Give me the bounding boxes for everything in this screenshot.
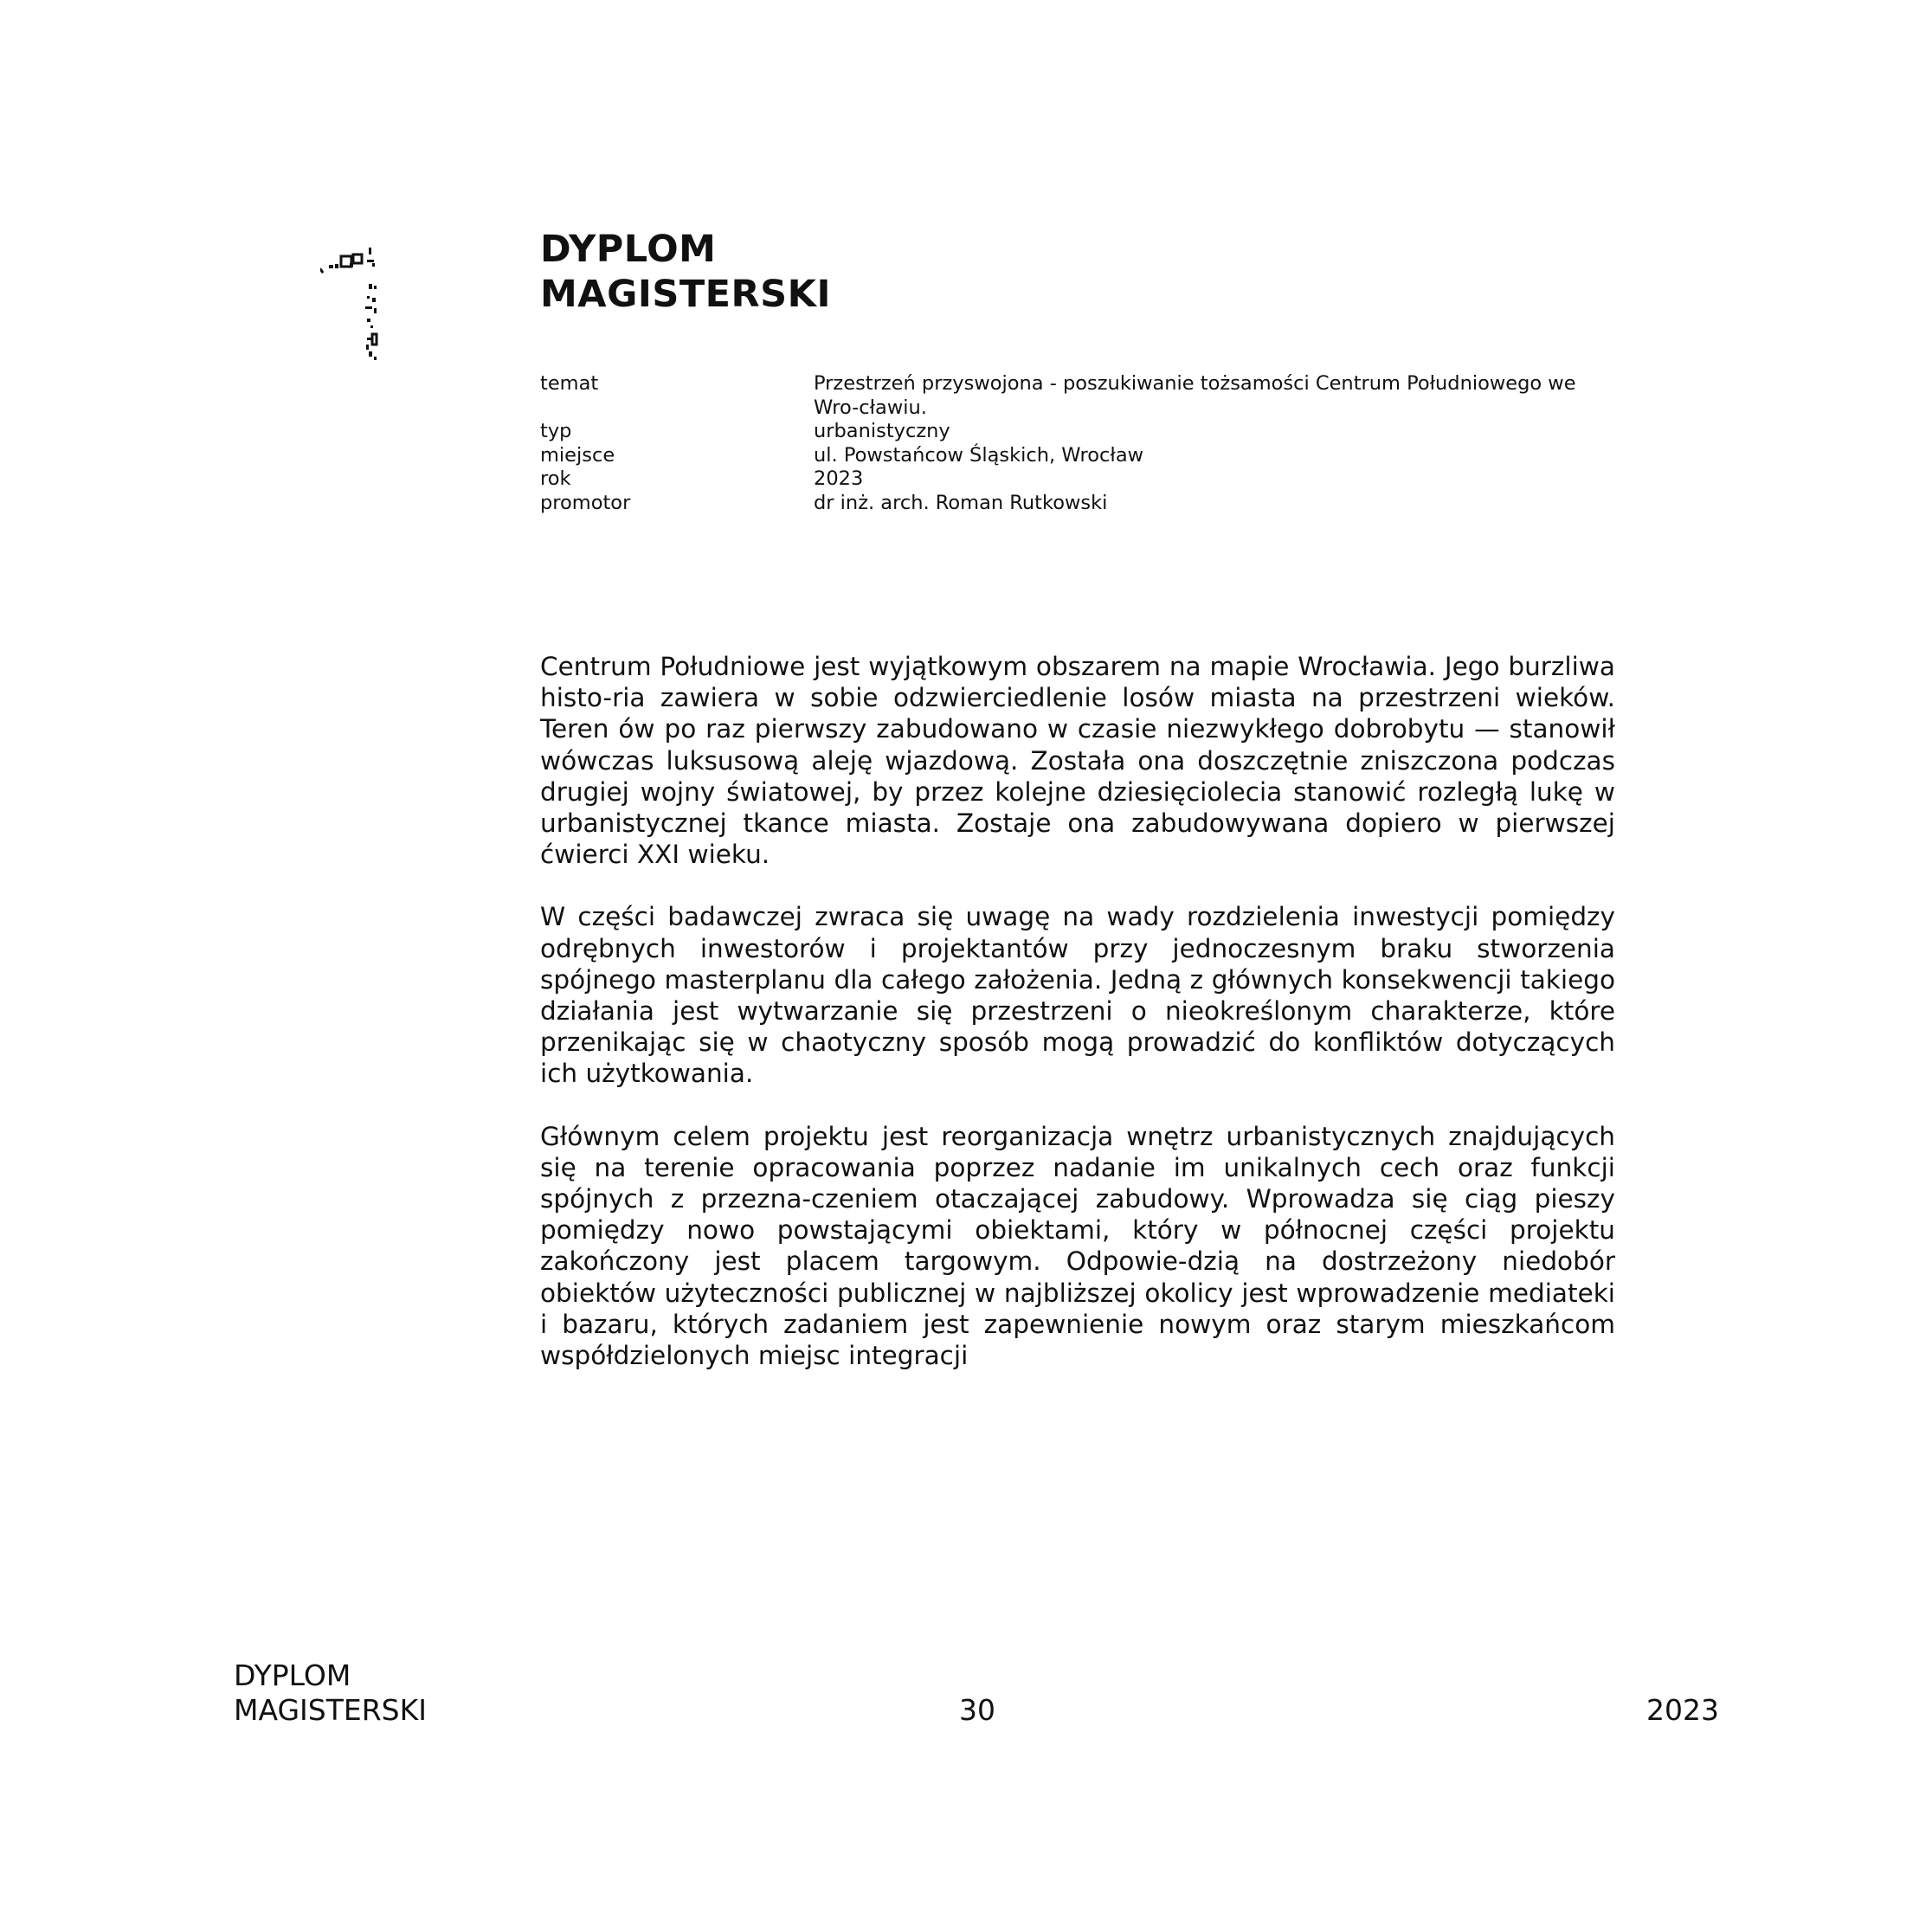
page-title-line2: MAGISTERSKI bbox=[540, 273, 831, 316]
footer-title-line1: DYPLOM bbox=[234, 1658, 351, 1692]
footer-year: 2023 bbox=[1646, 1693, 1719, 1727]
project-description bbox=[540, 651, 1615, 1402]
meta-label: temat bbox=[540, 372, 599, 395]
meta-row-miejsce bbox=[540, 444, 1596, 468]
page-title-line1: DYPLOM bbox=[540, 228, 717, 271]
meta-label: typ bbox=[540, 420, 572, 442]
description-paragraph-2: W części badawczej zwraca się uwagę na wady rozdzielenia inwestycji pomiędzy odrębnych inwestorów i projektantów przy jednoczesnym braku stworzenia spójnego masterplanu dla całego założenia. Jedną z głównych konsekwencji takiego działania jest wytwarzanie się przestrzeni o nieokreślonym charakterze, które przenikając się w chaotyczny sposób mogą prowadzić do konfliktów dotyczących ich użytkowania. bbox=[540, 902, 1615, 1089]
description-paragraph-3: Głównym celem projektu jest reorganizacja wnętrz urbanistycznych znajdujących się na terenie opracowania poprzez nadanie im unikalnych cech oraz funkcji spójnych z przezna-czeniem otaczającej zabudowy. Wprowadza się ciąg pieszy pomiędzy nowo powstającymi obiektami, który w północnej części projektu zakończony jest placem targowym. Odpowie-dzią na dostrzeżony niedobór obiektów użyteczności publicznej w najbliższej okolicy jest wprowadzenie mediateki i bazaru, których zadaniem jest zapewnienie nowym oraz starym mieszkańcom współdzielonych miejsc integracji bbox=[540, 1121, 1615, 1371]
description-paragraph-1: Centrum Południowe jest wyjątkowym obszarem na mapie Wrocławia. Jego burzliwa histo-ria zawiera w sobie odzwierciedlenie losów miasta na przestrzeni wieków. Teren ów po raz pierwszy zabudowano w czasie niezwykłego dobrobytu — stanowił wówczas luksusową aleję wjazdową. Została ona doszczętnie zniszczona podczas drugiej wojny światowej, by przez kolejne dziesięciolecia stanowić rozległą lukę w urbanistycznej tkance miasta. Zostaje ona zabudowywana dopiero w pierwszej ćwierci XXI wieku. bbox=[540, 652, 1615, 870]
meta-value: urbanistyczny bbox=[814, 420, 950, 442]
page-title bbox=[540, 227, 831, 317]
page-number: 30 bbox=[959, 1693, 995, 1727]
meta-value: ul. Powstańcow Śląskich, Wrocław bbox=[814, 443, 1144, 467]
meta-row-typ bbox=[540, 420, 1596, 444]
meta-value: 2023 bbox=[814, 467, 864, 490]
meta-row-promotor bbox=[540, 492, 1596, 516]
meta-label: rok bbox=[540, 467, 571, 490]
project-metadata bbox=[540, 372, 1596, 515]
meta-label: miejsce bbox=[540, 443, 615, 467]
meta-label: promotor bbox=[540, 491, 631, 514]
meta-row-temat bbox=[540, 372, 1596, 420]
meta-row-rok bbox=[540, 467, 1596, 492]
footer-title bbox=[234, 1658, 427, 1728]
meta-value: dr inż. arch. Roman Rutkowski bbox=[814, 491, 1108, 514]
meta-value: Przestrzeń przyswojona - poszukiwanie tożsamości Centrum Południowego we Wro-cławiu. bbox=[814, 372, 1576, 419]
site-plan-numeral-one-icon bbox=[320, 241, 407, 362]
footer-title-line2: MAGISTERSKI bbox=[234, 1693, 427, 1727]
